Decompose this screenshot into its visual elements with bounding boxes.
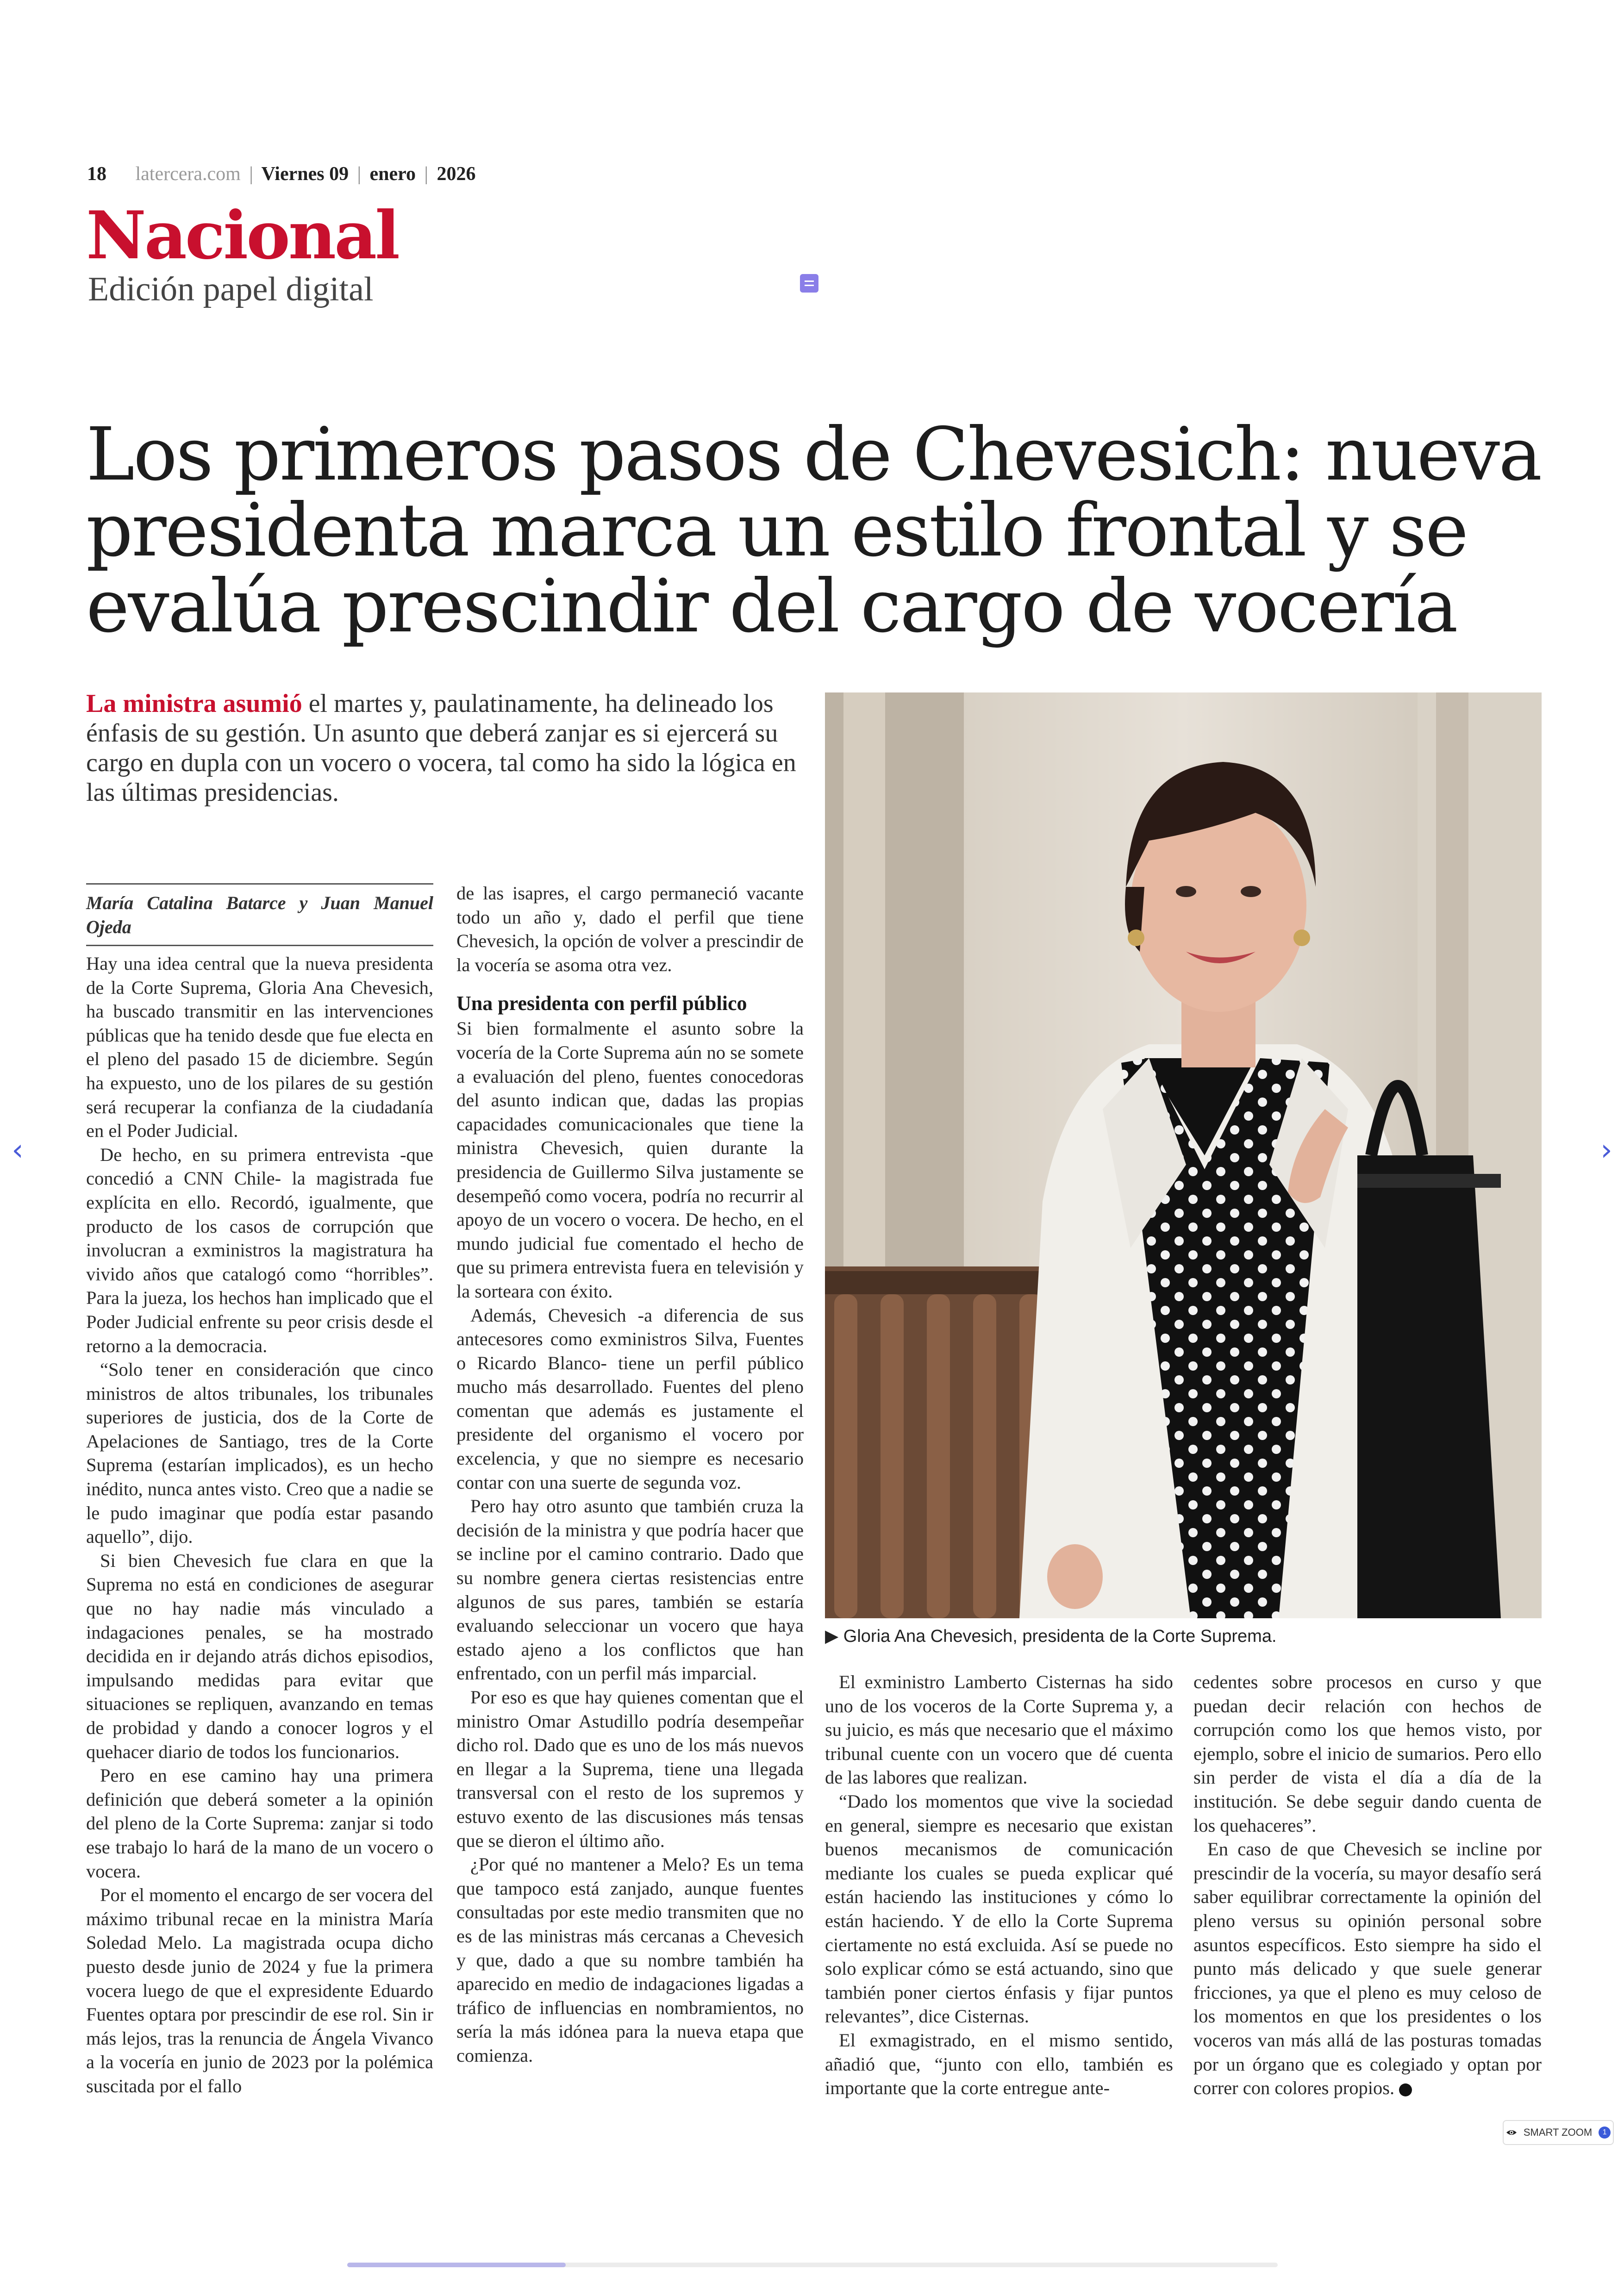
photo-caption: ▶ Gloria Ana Chevesich, presidenta de la Corte Suprema. <box>825 1627 1277 1646</box>
end-of-article-mark <box>1399 2083 1412 2096</box>
next-page-button[interactable] <box>1593 1132 1620 1169</box>
paragraph: El exmagistrado, en el mismo sentido, añadió que, “junto con ello, también es importante que la corte entregue ante- <box>825 2029 1173 2099</box>
paragraph: Además, Chevesich -a diferencia de sus antecesores como exministros Silva, Fuentes o Ricardo Blanco- tiene un perfil público mucho más desarrollado. Fuentes del pleno comentan que además es justamente el presidente del organismo el vocero por excelencia, y que no siempre es necesario contar con una suerte de segunda voz. <box>456 1304 804 1493</box>
eye-icon <box>1506 2127 1517 2138</box>
paragraph: Si bien formalmente el asunto sobre la vocería de la Corte Suprema aún no se somete a evaluación del pleno, fuentes conocedoras del asunto indican que, dadas las propias capacidades comunicacionales que tiene la ministra Chevesich, quien durante la presidencia de Guillermo Silva justamente se desempeñó como vocera, podría no recurrir al apoyo de un vocero o vocera. De hecho, en el mundo judicial fue comentado el hecho de que su primera entrevista fuera en televisión y la sorteara con éxito. <box>456 1018 804 1302</box>
chevron-left-icon: ‹ <box>12 1133 24 1167</box>
article-column-1 <box>86 952 433 2098</box>
paragraph: Si bien Chevesich fue clara en que la Suprema no está en condiciones de asegurar que no hay nadie más vinculado a indagaciones penales, se ha mostrado decidida en ir dejando atrás dichos episodios, impulsando medidas para evitar que situaciones se repliquen, avanzando en temas de probidad y dando a conocer logros y el quehacer diario de todos los funcionarios. <box>86 1550 433 1762</box>
smart-zoom-button[interactable] <box>1503 2120 1614 2145</box>
paragraph: “Dado los momentos que vive la sociedad en general, siempre es necesario que existan buenos mecanismos de comunicación mediante los cuales se pueda explicar qué están haciendo las instituciones y cómo lo están haciendo. Y de ello la Corte Suprema ciertamente no está excluida. Así se puede no solo explicar cómo se está actuando, sino que también poner ciertos énfasis y fijar puntos relevantes”, dice Cisternas. <box>825 1790 1173 2027</box>
paragraph: El exministro Lamberto Cisternas ha sido uno de los voceros de la Corte Suprema y, a su juicio, es más que necesario que el máximo tribunal cuente con un vocero que dé cuenta de las labores que realizan. <box>825 1671 1173 1788</box>
article-column-3 <box>825 1670 1173 2100</box>
paragraph <box>1193 1837 1542 2100</box>
paragraph: Hay una idea central que la nueva presidenta de la Corte Suprema, Gloria Ana Chevesich, ha buscado transmitir en las intervenciones públicas que ha tenido desde que fue electa en el pleno del pasado 15 de diciembre. Según ha expuesto, uno de los pilares de su gestión será recuperar la confianza de la ciudadanía en el Poder Judicial. <box>86 953 433 1141</box>
article-headline: Los primeros pasos de Chevesich: nueva presidenta marca un estilo frontal y se evalúa prescindir del cargo de vocería <box>86 412 1541 649</box>
edition-label: Edición papel digital <box>88 270 374 308</box>
article-column-2 <box>456 881 804 2068</box>
paragraph: Pero en ese camino hay una primera definición que deberá someter a la opinión del pleno de la Corte Suprema: zanjar si todo ese trabajo lo hará de la mano de un vocero o vocera. <box>86 1765 433 1882</box>
paragraph: De hecho, en su primera entrevista -que concedió a CNN Chile- la magistrada fue explícita en ello. Recordó, igualmente, que producto de los casos de corrupción que involucran a exministros la magistratura ha vivido años que catalogó como “horribles”. Para la jueza, los hechos han implicado que el Poder Judicial enfrente su peor crisis desde el retorno a la democracia. <box>86 1144 433 1356</box>
chevron-right-icon: › <box>1600 1133 1612 1167</box>
section-title: Nacional <box>86 197 399 274</box>
lead-text: el martes y, paulatinamente, ha delineado los énfasis de su gestión. Un asunto que deberá zanjar es si ejercerá su cargo en dupla con un vocero o vocera, tal como ha sido la lógica en las últimas presidencias. <box>86 689 796 807</box>
issue-month: enero <box>369 163 416 185</box>
last-paragraph-text: En caso de que Chevesich se incline por prescindir de la vocería, su mayor desafío será saber equilibrar correctamente la opinión del pleno versus su opinión personal sobre asuntos específicos. Esto siempre ha sido el punto más delicado y que suele generar fricciones, ya que el pleno es muy celoso de los momentos en que los presidentes o los voceros van más allá de las posturas tomadas por un órgano que es colegiado y optan por correr con colores propios. <box>1193 1839 1542 2099</box>
page-number: 18 <box>87 163 106 185</box>
previous-page-button[interactable] <box>4 1132 31 1169</box>
issue-year: 2026 <box>437 163 476 185</box>
article-subhead: Una presidenta con perfil público <box>456 992 747 1015</box>
paragraph: “Solo tener en consideración que cinco ministros de altos tribunales, los tribunales superiores de justicia, dos de la Corte de Apelaciones de Santiago, tres de la Corte Suprema (estarían implicados), es un hecho inédito, nunca antes visto. Creo que a nadie se le pudo imaginar que podía estar pasando aquello”, dijo. <box>86 1359 433 1547</box>
page-scrollbar[interactable] <box>347 2263 1278 2267</box>
article-column-4 <box>1193 1670 1542 2100</box>
lead-kicker: La ministra asumió <box>86 689 302 718</box>
paragraph: Por el momento el encargo de ser vocera del máximo tribunal recae en la ministra María Soledad Melo. La magistrada ocupa dicho puesto desde junio de 2024 y fue la primera vocera luego de que el expresidente Eduardo Fuentes optara por prescindir de ese rol. Sin ir más lejos, tras la renuncia de Ángela Vivanco a la vocería en junio de 2023 por la polémica suscitada por el fallo <box>86 1884 433 2096</box>
folio-separator: | <box>249 163 253 185</box>
folio-line <box>87 163 475 185</box>
note-icon[interactable] <box>800 274 818 293</box>
smart-zoom-badge: 1 <box>1599 2127 1611 2139</box>
paragraph: ¿Por qué no mantener a Melo? Es un tema que tampoco está zanjado, aunque fuentes consultadas por este medio transmiten que no es de las ministras más cercanas a Chevesich y que, dado a que su nombre también ha aparecido en medio de indagaciones ligadas a tráfico de influencias en nombramientos, no sería la más idónea para la nueva etapa que comienza. <box>456 1854 804 2066</box>
paragraph: Pero hay otro asunto que también cruza la decisión de la ministra y que podría hacer que se incline por el camino contrario. Dado que su nombre genera ciertas resistencias entre algunos de sus pares, también se estaría evaluando seleccionar un vocero que haya estado ajeno a los conflictos que han enfrentado, con un perfil más imparcial. <box>456 1496 804 1684</box>
smart-zoom-label: SMART ZOOM <box>1523 2127 1593 2138</box>
issue-weekday-day: Viernes 09 <box>261 163 349 185</box>
folio-separator: | <box>357 163 362 185</box>
article-lead <box>86 689 799 807</box>
paragraph: de las isapres, el cargo permaneció vacante todo un año y, dado el perfil que tiene Chevesich, la opción de volver a prescindir de la vocería se asoma otra vez. <box>456 883 804 975</box>
paragraph: Por eso es que hay quienes comentan que el ministro Omar Astudillo podría desempeñar dicho rol. Dado que es uno de los más nuevos en llegar a la Suprema, tiene una llegada transversal con el resto de los supremos y estuvo exento de las discusiones más tensas que se dieron el último año. <box>456 1687 804 1851</box>
folio-separator: | <box>424 163 428 185</box>
article-photo <box>825 692 1542 1618</box>
site-name: latercera.com <box>135 163 241 185</box>
portrait-illustration <box>825 692 1542 1618</box>
paragraph: cedentes sobre procesos en curso y que puedan decir relación con hechos de corrupción como los que hemos visto, por ejemplo, sobre el inicio de sumarios. Pero ello sin perder de vista el día a día de la institución. Se debe seguir dando cuenta de los quehaceres”. <box>1193 1671 1542 1836</box>
scrollbar-thumb[interactable] <box>347 2263 566 2267</box>
byline: María Catalina Batarce y Juan Manuel Ojeda <box>86 883 433 946</box>
